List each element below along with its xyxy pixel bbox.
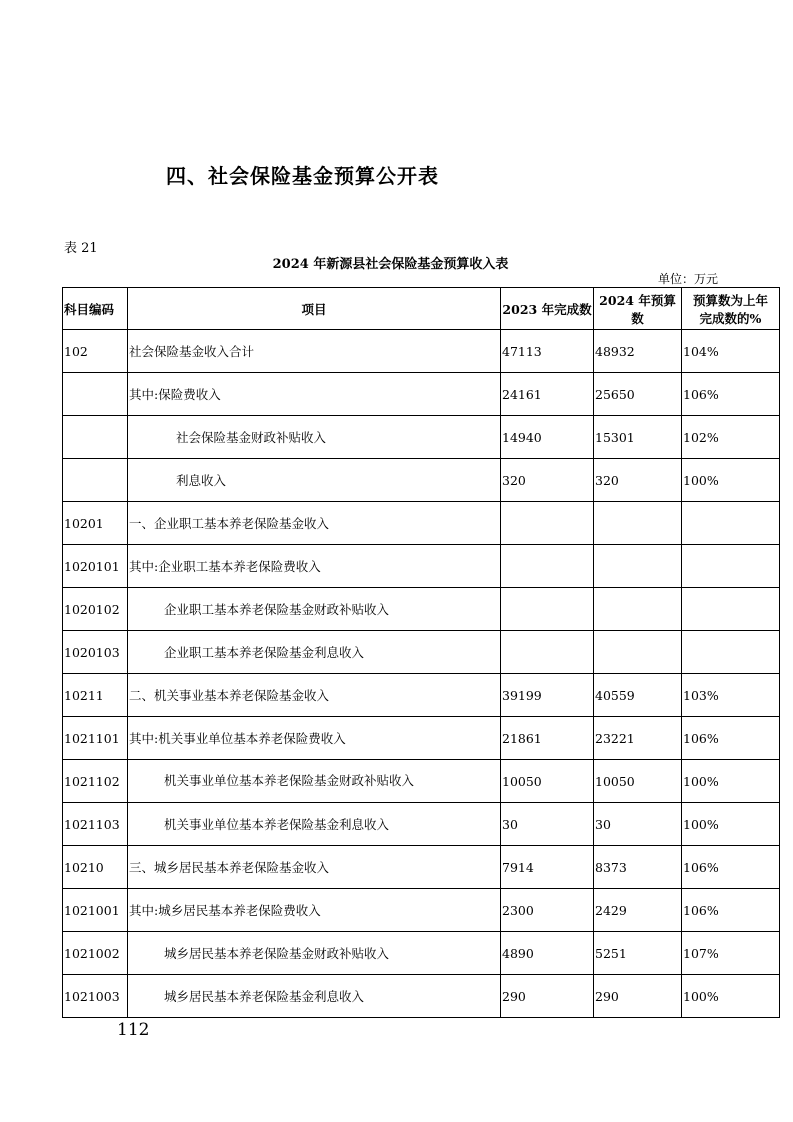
table-number: 表 21 — [64, 241, 98, 256]
table-row — [63, 889, 780, 932]
cell-budget-2024: 8373 — [594, 846, 682, 889]
cell-budget-2024 — [594, 588, 682, 631]
header-budget-2024: 2024 年预算数 — [594, 288, 682, 330]
header-item: 项目 — [128, 288, 501, 330]
cell-item: 三、城乡居民基本养老保险基金收入 — [128, 846, 501, 889]
table-row — [63, 674, 780, 717]
table-row — [63, 717, 780, 760]
cell-done-2023: 47113 — [501, 330, 594, 373]
cell-ratio: 103% — [682, 674, 780, 717]
cell-done-2023: 21861 — [501, 717, 594, 760]
cell-code: 1021001 — [63, 889, 128, 932]
cell-code: 10210 — [63, 846, 128, 889]
cell-ratio: 100% — [682, 803, 780, 846]
cell-budget-2024: 320 — [594, 459, 682, 502]
table-row — [63, 459, 780, 502]
cell-done-2023: 24161 — [501, 373, 594, 416]
cell-done-2023 — [501, 502, 594, 545]
cell-code: 1020101 — [63, 545, 128, 588]
cell-code: 1021102 — [63, 760, 128, 803]
cell-code — [63, 459, 128, 502]
table-row — [63, 373, 780, 416]
table-row — [63, 416, 780, 459]
cell-item: 一、企业职工基本养老保险基金收入 — [128, 502, 501, 545]
cell-item: 企业职工基本养老保险基金利息收入 — [128, 631, 501, 674]
page-number: 112 — [117, 1020, 150, 1040]
cell-budget-2024: 10050 — [594, 760, 682, 803]
cell-ratio — [682, 545, 780, 588]
cell-code: 1020103 — [63, 631, 128, 674]
cell-code: 1021003 — [63, 975, 128, 1018]
cell-ratio: 100% — [682, 459, 780, 502]
cell-item: 其中:企业职工基本养老保险费收入 — [128, 545, 501, 588]
cell-ratio: 106% — [682, 717, 780, 760]
cell-budget-2024: 15301 — [594, 416, 682, 459]
cell-item: 机关事业单位基本养老保险基金财政补贴收入 — [128, 760, 501, 803]
header-done-2023: 2023 年完成数 — [501, 288, 594, 330]
cell-done-2023: 290 — [501, 975, 594, 1018]
cell-code: 1020102 — [63, 588, 128, 631]
cell-done-2023 — [501, 631, 594, 674]
cell-code: 1021101 — [63, 717, 128, 760]
cell-budget-2024: 48932 — [594, 330, 682, 373]
table-row — [63, 803, 780, 846]
cell-budget-2024 — [594, 631, 682, 674]
header-code: 科目编码 — [63, 288, 128, 330]
cell-done-2023: 320 — [501, 459, 594, 502]
cell-item: 二、机关事业基本养老保险基金收入 — [128, 674, 501, 717]
cell-code — [63, 373, 128, 416]
cell-ratio: 100% — [682, 760, 780, 803]
cell-ratio: 104% — [682, 330, 780, 373]
cell-done-2023: 7914 — [501, 846, 594, 889]
table-row — [63, 631, 780, 674]
cell-ratio: 107% — [682, 932, 780, 975]
section-title: 四、社会保险基金预算公开表 — [166, 164, 439, 188]
cell-ratio: 102% — [682, 416, 780, 459]
cell-item: 其中:机关事业单位基本养老保险费收入 — [128, 717, 501, 760]
cell-item: 城乡居民基本养老保险基金利息收入 — [128, 975, 501, 1018]
table-row — [63, 545, 780, 588]
cell-done-2023 — [501, 545, 594, 588]
cell-item: 其中:保险费收入 — [128, 373, 501, 416]
cell-item: 社会保险基金财政补贴收入 — [128, 416, 501, 459]
header-ratio-line2: 完成数的% — [699, 310, 762, 326]
cell-ratio: 106% — [682, 889, 780, 932]
cell-item: 社会保险基金收入合计 — [128, 330, 501, 373]
cell-ratio — [682, 502, 780, 545]
cell-done-2023: 14940 — [501, 416, 594, 459]
cell-budget-2024: 40559 — [594, 674, 682, 717]
cell-budget-2024: 5251 — [594, 932, 682, 975]
table-title: 2024 年新源县社会保险基金预算收入表 — [272, 257, 509, 272]
table-row — [63, 975, 780, 1018]
header-ratio-line1: 预算数为上年 — [692, 292, 768, 308]
table-row — [63, 932, 780, 975]
table-row — [63, 502, 780, 545]
header-row — [63, 288, 780, 330]
cell-done-2023: 39199 — [501, 674, 594, 717]
unit-label: 单位：万元 — [657, 272, 718, 286]
cell-budget-2024 — [594, 545, 682, 588]
cell-code: 102 — [63, 330, 128, 373]
cell-budget-2024: 23221 — [594, 717, 682, 760]
cell-code: 1021103 — [63, 803, 128, 846]
cell-done-2023: 30 — [501, 803, 594, 846]
table-row — [63, 760, 780, 803]
cell-code: 10211 — [63, 674, 128, 717]
cell-item: 利息收入 — [128, 459, 501, 502]
budget-table — [62, 287, 780, 1018]
table-row — [63, 588, 780, 631]
cell-ratio — [682, 588, 780, 631]
header-ratio — [682, 288, 780, 330]
cell-ratio: 106% — [682, 846, 780, 889]
cell-item: 企业职工基本养老保险基金财政补贴收入 — [128, 588, 501, 631]
cell-budget-2024 — [594, 502, 682, 545]
cell-budget-2024: 30 — [594, 803, 682, 846]
cell-budget-2024: 25650 — [594, 373, 682, 416]
cell-done-2023: 2300 — [501, 889, 594, 932]
table-row — [63, 846, 780, 889]
cell-done-2023 — [501, 588, 594, 631]
cell-done-2023: 4890 — [501, 932, 594, 975]
cell-done-2023: 10050 — [501, 760, 594, 803]
cell-code — [63, 416, 128, 459]
cell-code: 1021002 — [63, 932, 128, 975]
cell-item: 城乡居民基本养老保险基金财政补贴收入 — [128, 932, 501, 975]
cell-item: 机关事业单位基本养老保险基金利息收入 — [128, 803, 501, 846]
cell-ratio: 100% — [682, 975, 780, 1018]
cell-ratio: 106% — [682, 373, 780, 416]
cell-budget-2024: 2429 — [594, 889, 682, 932]
cell-budget-2024: 290 — [594, 975, 682, 1018]
cell-item: 其中:城乡居民基本养老保险费收入 — [128, 889, 501, 932]
table-row — [63, 330, 780, 373]
cell-ratio — [682, 631, 780, 674]
cell-code: 10201 — [63, 502, 128, 545]
